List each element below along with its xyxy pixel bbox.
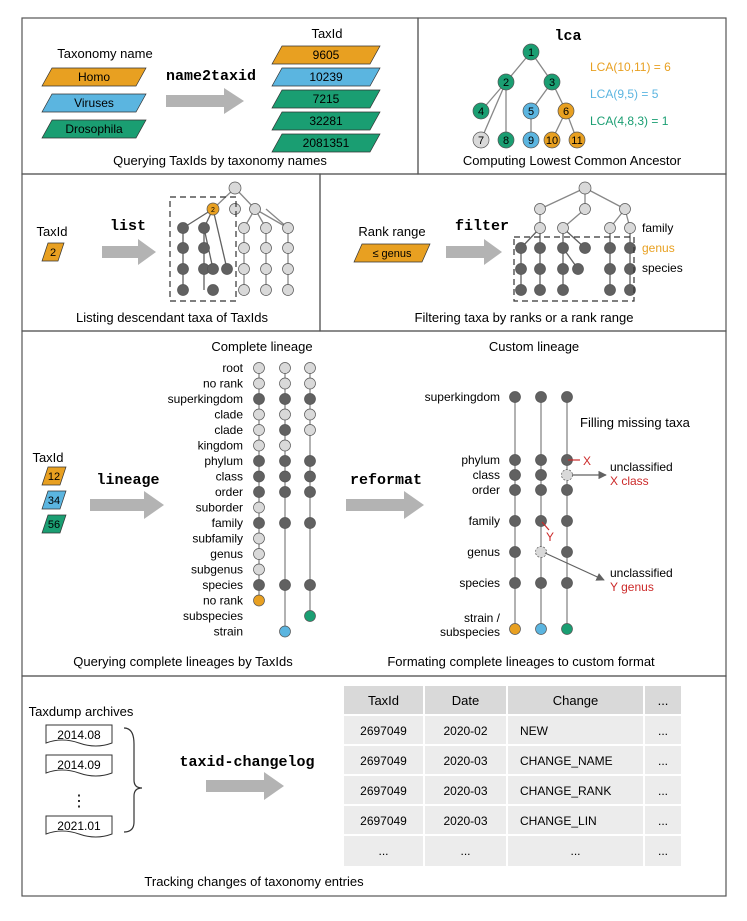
filter-leaf-node <box>605 285 616 296</box>
complete-node-c1-r1 <box>280 378 291 389</box>
list-light-node <box>239 285 250 296</box>
list-arrow <box>102 239 156 265</box>
table-value-r0-c2: NEW <box>520 724 548 738</box>
filter-species-node <box>573 264 584 275</box>
complete-node-c0-r9 <box>254 502 265 513</box>
custom-node-c2-r6 <box>562 578 573 589</box>
filter-species-node <box>558 264 569 275</box>
panel-list <box>36 182 293 325</box>
tree-edge <box>585 188 625 209</box>
complete-node-c0-r5 <box>254 440 265 451</box>
table-header-0: TaxId <box>367 693 400 708</box>
taxid-label-2: 7215 <box>312 92 340 106</box>
filter-species-node <box>605 264 616 275</box>
filter-species-node <box>516 264 527 275</box>
custom-node-c2-r0 <box>562 392 573 403</box>
name-label-1: Viruses <box>74 96 114 110</box>
tree-edge <box>540 188 585 209</box>
complete-node-c2-r2 <box>305 394 316 405</box>
table-value-r2-c0: 2697049 <box>360 784 407 798</box>
filter-rank-genus: genus <box>642 241 675 255</box>
list-dark-node <box>208 285 219 296</box>
filter-family-node <box>625 223 636 234</box>
complete-node-c1-r5 <box>280 440 291 451</box>
complete-node-c0-r14 <box>254 580 265 591</box>
filter-genus-node <box>516 243 527 254</box>
custom-rank-strain-2: subspecies <box>439 625 500 639</box>
name-label-0: Homo <box>77 70 111 84</box>
complete-rank-15: no rank <box>202 593 243 608</box>
complete-rank-16: subspecies <box>182 609 243 623</box>
table-value-r1-c1: 2020-03 <box>443 754 488 768</box>
unclassified-y-arrow <box>545 553 604 580</box>
filter-light-node <box>620 204 631 215</box>
custom-node-c0-r2 <box>510 470 521 481</box>
complete-rank-0: root <box>222 361 243 375</box>
archive-label-0: 2014.08 <box>57 728 101 742</box>
list-light-node <box>283 264 294 275</box>
name-label-2: Drosophila <box>65 122 123 136</box>
tree-edge <box>213 209 227 269</box>
title-complete-lineage: Complete lineage <box>211 339 313 354</box>
list-dark-node <box>199 243 210 254</box>
custom-strain-node-0 <box>510 624 521 635</box>
list-taxid-value: 2 <box>49 247 57 259</box>
complete-node-c1-r2 <box>280 394 291 405</box>
complete-rank-10: family <box>211 516 243 530</box>
panel-filter <box>354 182 683 325</box>
unclassified-y-2: Y genus <box>610 580 654 594</box>
filter-family-node <box>605 223 616 234</box>
lca-node-label-2: 2 <box>502 77 510 89</box>
complete-node-c2-r1 <box>305 378 316 389</box>
complete-node-c1-r4 <box>280 425 291 436</box>
taxid-label-4: 2081351 <box>302 136 350 150</box>
filter-family-node <box>558 223 569 234</box>
custom-strain-node-1 <box>536 624 547 635</box>
archives-vdots: ⋮ <box>71 793 87 810</box>
filter-genus-node <box>558 243 569 254</box>
filter-family-node <box>535 223 546 234</box>
changelog-table <box>344 686 681 866</box>
lineage-taxid-label-0: 12 <box>47 471 61 483</box>
lca-node-label-4: 4 <box>477 106 485 118</box>
custom-rank-5: genus <box>467 545 500 559</box>
archives-brace <box>124 728 142 832</box>
archive-label-1: 2014.09 <box>57 758 101 772</box>
panel-name2taxid <box>42 26 380 168</box>
table-value-r3-c2: CHANGE_LIN <box>520 814 597 828</box>
custom-node-c0-r6 <box>510 578 521 589</box>
changelog-arrow <box>206 772 284 800</box>
lca-node-label-7: 7 <box>477 135 485 147</box>
lineage-taxid-header: TaxId <box>32 450 64 465</box>
complete-rank-9: suborder <box>195 500 243 515</box>
taxid-label-1: 10239 <box>309 70 343 84</box>
table-header-3: ... <box>657 693 669 708</box>
table-value-r0-c0: 2697049 <box>360 724 407 738</box>
complete-node-c0-r3 <box>254 409 265 420</box>
caption-lca: Computing Lowest Common Ancestor <box>462 153 682 168</box>
complete-node-c0-r10 <box>254 518 265 529</box>
custom-strain-node-2 <box>562 624 573 635</box>
filter-genus-node <box>580 243 591 254</box>
lca-node-label-5: 5 <box>527 106 535 118</box>
table-header-1: Date <box>451 693 480 708</box>
lineage-arrow <box>90 491 164 519</box>
custom-node-c2-r4 <box>562 516 573 527</box>
list-dark-node <box>178 223 189 234</box>
filter-root-node <box>579 182 591 194</box>
table-value-r4-c2: ... <box>570 844 581 858</box>
list-taxid-header: TaxId <box>36 224 68 239</box>
complete-rank-6: phylum <box>204 454 243 468</box>
name2taxid-arrow <box>166 88 244 114</box>
filter-species-node <box>535 264 546 275</box>
custom-node-c2-r3 <box>562 485 573 496</box>
custom-rank-4: family <box>468 514 500 528</box>
complete-node-c0-r4 <box>254 425 265 436</box>
filter-rank-family: family <box>642 221 674 235</box>
list-dark-node <box>178 264 189 275</box>
list-root-node <box>229 182 241 194</box>
list-selected-node-label: 2 <box>211 207 215 214</box>
table-value-r4-c3: ... <box>657 844 669 858</box>
filter-range-value: ≤ genus <box>372 248 412 260</box>
complete-node-c2-r8 <box>305 487 316 498</box>
caption-filter: Filtering taxa by ranks or a rank range <box>414 310 634 325</box>
mark-y: Y <box>546 530 555 544</box>
custom-node-c0-r1 <box>510 455 521 466</box>
name2taxid-command: name2taxid <box>165 68 257 85</box>
reformat-command: reformat <box>349 472 423 489</box>
filter-light-node <box>580 204 591 215</box>
list-light-node <box>239 264 250 275</box>
table-value-r3-c0: 2697049 <box>360 814 407 828</box>
complete-rank-14: species <box>202 578 243 592</box>
filter-genus-node <box>535 243 546 254</box>
table-value-r2-c3: ... <box>657 784 669 798</box>
lca-formula-3: LCA(4,8,3) = 1 <box>590 114 669 128</box>
list-light-node <box>239 243 250 254</box>
complete-node-c1-r10 <box>280 518 291 529</box>
complete-node-c1-r17 <box>280 626 291 637</box>
complete-node-c1-r8 <box>280 487 291 498</box>
complete-rank-7: class <box>215 469 243 484</box>
list-dark-node <box>222 264 233 275</box>
complete-node-c0-r6 <box>254 456 265 467</box>
custom-node-c1-r3 <box>536 485 547 496</box>
list-light-node <box>283 285 294 296</box>
filter-leaf-node <box>535 285 546 296</box>
complete-rank-13: subgenus <box>190 562 243 577</box>
custom-rank-3: order <box>471 483 500 497</box>
lca-node-label-11: 11 <box>571 135 583 147</box>
lca-node-label-1: 1 <box>527 47 535 59</box>
custom-node-c2-r2 <box>562 470 573 481</box>
complete-node-c1-r0 <box>280 363 291 374</box>
complete-rank-4: clade <box>214 423 243 437</box>
complete-node-c0-r8 <box>254 487 265 498</box>
list-light-node <box>230 204 241 215</box>
taxid-label-0: 9605 <box>312 48 340 62</box>
table-value-r4-c1: ... <box>460 844 471 858</box>
lca-node-label-8: 8 <box>502 135 510 147</box>
lineage-taxid-label-2: 56 <box>47 519 61 531</box>
complete-node-c2-r0 <box>305 363 316 374</box>
table-value-r1-c3: ... <box>657 754 669 768</box>
table-value-r0-c3: ... <box>657 724 669 738</box>
archives-title: Taxdump archives <box>28 704 134 719</box>
custom-rank-1: phylum <box>461 453 500 467</box>
mark-x: X <box>583 454 592 468</box>
lca-node-label-3: 3 <box>548 77 556 89</box>
list-light-node <box>261 285 272 296</box>
complete-node-c2-r6 <box>305 456 316 467</box>
complete-node-c2-r7 <box>305 471 316 482</box>
complete-node-c0-r0 <box>254 363 265 374</box>
complete-node-c0-r7 <box>254 471 265 482</box>
custom-rank-0: superkingdom <box>424 390 500 404</box>
table-value-r0-c1: 2020-02 <box>443 724 488 738</box>
custom-node-c0-r4 <box>510 516 521 527</box>
custom-rank-strain-1: strain / <box>463 611 500 625</box>
complete-rank-1: no rank <box>202 376 243 391</box>
complete-node-c0-r11 <box>254 533 265 544</box>
list-dark-node <box>208 264 219 275</box>
filter-range-header: Rank range <box>358 224 426 239</box>
lca-command: lca <box>554 28 582 45</box>
complete-node-c1-r6 <box>280 456 291 467</box>
list-command: list <box>109 218 147 235</box>
custom-node-c1-r0 <box>536 392 547 403</box>
filter-rank-species: species <box>642 261 683 275</box>
complete-node-c2-r10 <box>305 518 316 529</box>
filter-genus-node <box>605 243 616 254</box>
table-value-r1-c2: CHANGE_NAME <box>520 754 613 768</box>
list-light-node <box>261 243 272 254</box>
names-header: Taxonomy name <box>57 46 153 61</box>
archive-label-2: 2021.01 <box>57 819 101 833</box>
complete-rank-12: genus <box>210 547 243 561</box>
complete-node-c2-r14 <box>305 580 316 591</box>
table-value-r3-c1: 2020-03 <box>443 814 488 828</box>
lca-node-label-6: 6 <box>562 106 570 118</box>
complete-rank-2: superkingdom <box>167 392 243 406</box>
list-light-node <box>261 264 272 275</box>
complete-rank-5: kingdom <box>197 438 243 453</box>
caption-lineage: Querying complete lineages by TaxIds <box>73 654 293 669</box>
complete-node-c1-r3 <box>280 409 291 420</box>
lineage-command: lineage <box>96 472 160 489</box>
custom-node-c0-r5 <box>510 547 521 558</box>
table-value-r1-c0: 2697049 <box>360 754 407 768</box>
complete-node-c0-r12 <box>254 549 265 560</box>
custom-node-c1-r1 <box>536 455 547 466</box>
list-light-node <box>261 223 272 234</box>
changelog-command: taxid-changelog <box>179 754 315 771</box>
unclassified-x-1: unclassified <box>610 460 673 474</box>
caption-changelog: Tracking changes of taxonomy entries <box>144 874 364 889</box>
panel-changelog <box>29 686 681 889</box>
complete-node-c2-r4 <box>305 425 316 436</box>
filter-leaf-node <box>516 285 527 296</box>
caption-list: Listing descendant taxa of TaxIds <box>76 310 268 325</box>
complete-node-c0-r2 <box>254 394 265 405</box>
complete-node-c2-r16 <box>305 611 316 622</box>
complete-node-c2-r3 <box>305 409 316 420</box>
complete-rank-11: subfamily <box>192 531 243 546</box>
complete-node-c1-r14 <box>280 580 291 591</box>
complete-rank-17: strain <box>213 624 243 639</box>
lca-formula-2: LCA(9,5) = 5 <box>590 87 659 101</box>
custom-rank-6: species <box>459 576 500 590</box>
custom-node-c0-r0 <box>510 392 521 403</box>
filter-arrow <box>446 239 502 265</box>
taxid-label-3: 32281 <box>309 114 343 128</box>
complete-node-c0-r1 <box>254 378 265 389</box>
custom-node-c1-r6 <box>536 578 547 589</box>
list-light-node <box>283 223 294 234</box>
panel-lineage <box>32 339 690 669</box>
reformat-arrow <box>346 491 424 519</box>
custom-node-c1-r2 <box>536 470 547 481</box>
custom-node-c2-r5 <box>562 547 573 558</box>
complete-rank-3: clade <box>214 407 243 422</box>
table-value-r4-c0: ... <box>378 844 389 858</box>
table-header-2: Change <box>552 693 599 708</box>
unclassified-x-2: X class <box>610 474 649 488</box>
lca-node-label-9: 9 <box>527 135 535 147</box>
taxid-header: TaxId <box>311 26 343 41</box>
caption-name2taxid: Querying TaxIds by taxonomy names <box>113 153 327 168</box>
filter-leaf-node <box>558 285 569 296</box>
list-light-node <box>283 243 294 254</box>
complete-node-c0-r13 <box>254 564 265 575</box>
table-value-r2-c1: 2020-03 <box>443 784 488 798</box>
list-light-node <box>250 204 261 215</box>
title-custom-lineage: Custom lineage <box>488 339 580 354</box>
list-dark-node <box>178 285 189 296</box>
filling-title: Filling missing taxa <box>580 415 690 430</box>
lca-formula-1: LCA(10,11) = 6 <box>590 60 671 74</box>
panel-lca <box>463 28 682 168</box>
complete-rank-8: order <box>214 485 243 499</box>
lca-node-label-10: 10 <box>545 135 559 147</box>
caption-reformat: Formating complete lineages to custom format <box>387 654 655 669</box>
list-dark-node <box>178 243 189 254</box>
unclassified-y-1: unclassified <box>610 566 673 580</box>
table-value-r2-c2: CHANGE_RANK <box>520 784 612 798</box>
filter-light-node <box>535 204 546 215</box>
filter-command: filter <box>454 218 510 235</box>
list-light-node <box>239 223 250 234</box>
lineage-taxid-label-1: 34 <box>47 495 61 507</box>
complete-node-c0-r15 <box>254 595 265 606</box>
custom-node-c1-r5 <box>536 547 547 558</box>
complete-node-c1-r7 <box>280 471 291 482</box>
table-value-r3-c3: ... <box>657 814 669 828</box>
custom-node-c0-r3 <box>510 485 521 496</box>
custom-rank-2: class <box>472 468 500 482</box>
list-dark-node <box>199 223 210 234</box>
